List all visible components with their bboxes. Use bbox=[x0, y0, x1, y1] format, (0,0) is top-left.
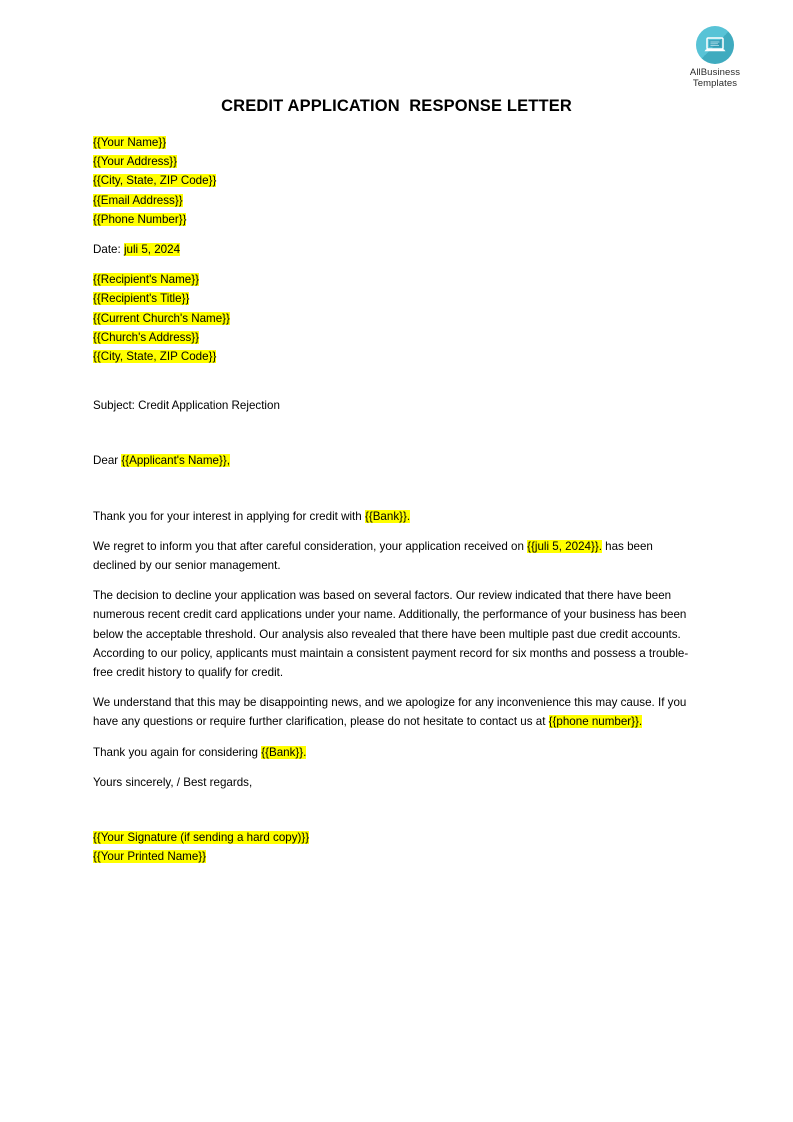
brand-name-line1: AllBusiness bbox=[689, 67, 741, 78]
brand-name-line2: Templates bbox=[692, 78, 738, 89]
recipient-address-block bbox=[93, 270, 699, 366]
valediction: Yours sincerely, / Best regards, bbox=[93, 775, 253, 789]
date-label: Date: bbox=[93, 243, 124, 257]
body-paragraph-3: The decision to decline your application was based on several factors. Our review indicated that there have been numerous recent credit card applications under your name. Additionally, the performance of your business has been below the acceptable threshold. Our analysis also revealed that there have been multiple past due credit accounts. According to our policy, applicants must maintain a consistent payment record for six months and possess a trouble-free credit history to qualify for credit. bbox=[93, 589, 689, 680]
p2-date-placeholder: {{juli 5, 2024}}. bbox=[527, 539, 602, 553]
sender-name: {{Your Name}} bbox=[93, 136, 167, 149]
spacer bbox=[93, 575, 699, 586]
brand-logo bbox=[679, 26, 751, 89]
spacer bbox=[93, 762, 699, 773]
date-line bbox=[93, 240, 699, 259]
spacer bbox=[93, 471, 699, 507]
body-paragraph-5 bbox=[93, 743, 699, 762]
spacer bbox=[93, 682, 699, 693]
spacer bbox=[93, 732, 699, 743]
brand-name bbox=[679, 67, 751, 89]
sender-city-state-zip: {{City, State, ZIP Code}} bbox=[93, 174, 217, 188]
p5-text: Thank you again for considering bbox=[93, 745, 262, 759]
salutation-name: {{Applicant's Name}}, bbox=[121, 454, 230, 468]
salutation-prefix: Dear bbox=[93, 454, 122, 468]
spacer bbox=[93, 415, 699, 451]
page-title: CREDIT APPLICATION RESPONSE LETTER bbox=[221, 97, 572, 115]
recipient-name: {{Recipient's Name}} bbox=[93, 273, 199, 287]
p2-text-suffix: has been declined by our senior management. bbox=[93, 539, 653, 573]
body-paragraph-4 bbox=[93, 693, 699, 731]
printed-name-placeholder: {{Your Printed Name}} bbox=[93, 850, 207, 864]
p2-text: We regret to inform you that after careful consideration, your application received on bbox=[93, 539, 528, 553]
letter-body bbox=[93, 133, 699, 866]
spacer bbox=[93, 259, 699, 270]
date-value: juli 5, 2024 bbox=[123, 243, 181, 257]
subject-line: Subject: Credit Application Rejection bbox=[93, 399, 280, 413]
sender-email: {{Email Address}} bbox=[93, 193, 183, 207]
spacer bbox=[93, 526, 699, 537]
p4-phone-placeholder: {{phone number}}. bbox=[548, 715, 643, 729]
sender-address: {{Your Address}} bbox=[93, 155, 178, 169]
p5-bank-placeholder: {{Bank}}. bbox=[261, 745, 307, 759]
laptop-icon bbox=[696, 26, 734, 64]
body-paragraph-1 bbox=[93, 507, 699, 526]
p1-bank-placeholder: {{Bank}}. bbox=[364, 509, 411, 523]
signature-placeholder: {{Your Signature (if sending a hard copy)}} bbox=[93, 831, 310, 845]
sender-phone: {{Phone Number}} bbox=[93, 212, 187, 226]
body-paragraph-2 bbox=[93, 537, 699, 575]
p4-text: We understand that this may be disappointing news, and we apologize for any inconvenience this may cause. If you have any questions or require further clarification, please do not hesitate to contact us at bbox=[93, 696, 687, 729]
spacer bbox=[93, 366, 699, 396]
spacer bbox=[93, 229, 699, 240]
recipient-organization: {{Current Church's Name}} bbox=[93, 311, 230, 325]
spacer bbox=[93, 792, 699, 828]
p1-text: Thank you for your interest in applying for credit with bbox=[93, 509, 365, 523]
recipient-title: {{Recipient's Title}} bbox=[93, 292, 190, 306]
salutation bbox=[93, 451, 699, 470]
recipient-city-state-zip: {{City, State, ZIP Code}} bbox=[93, 350, 217, 364]
sender-address-block bbox=[93, 133, 699, 229]
recipient-address: {{Church's Address}} bbox=[93, 330, 199, 344]
